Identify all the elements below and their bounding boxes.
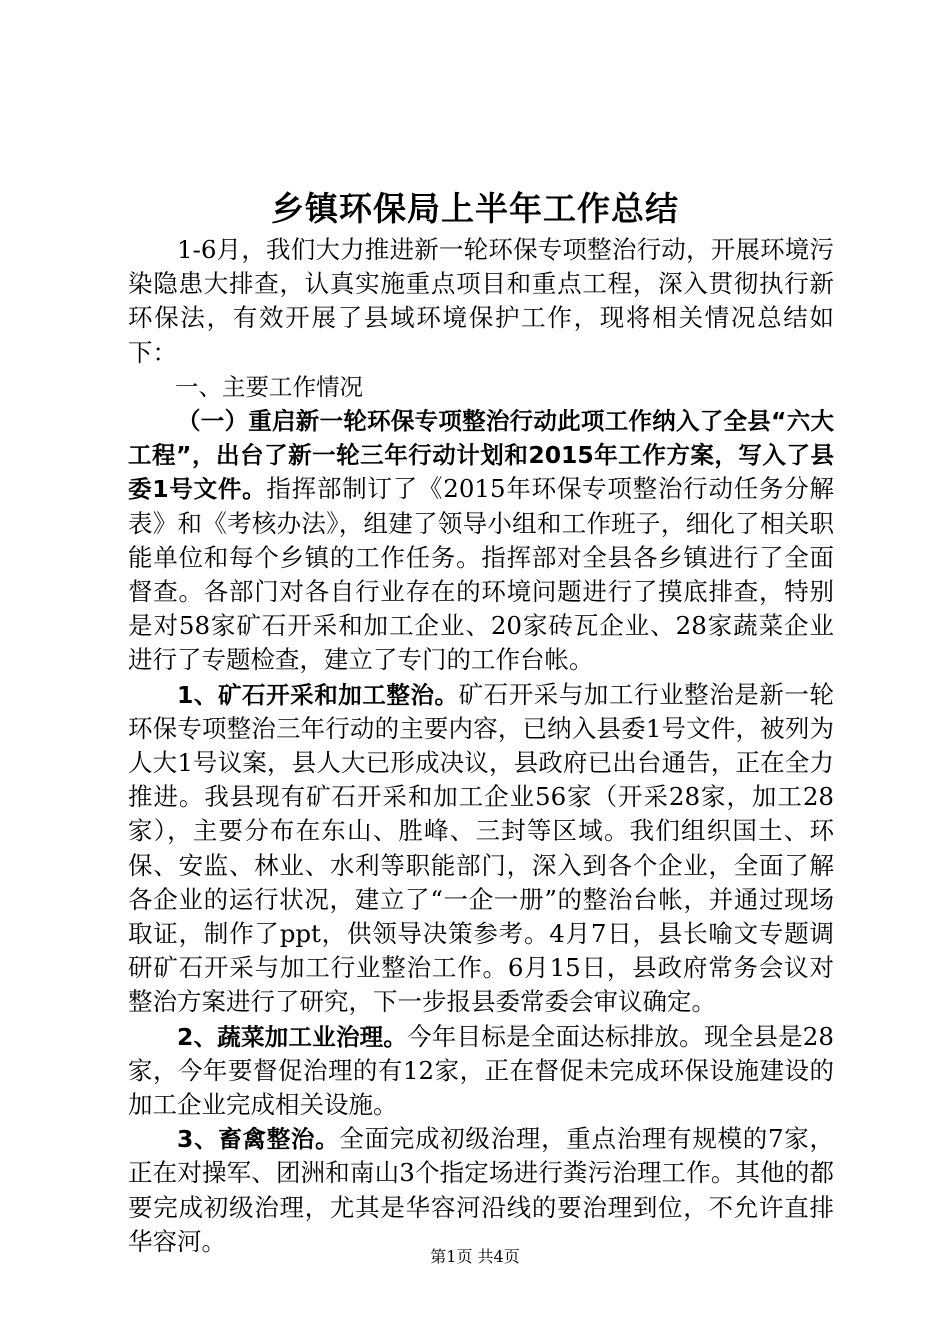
intro-paragraph: 1-6月，我们大力推进新一轮环保专项整治行动，开展环境污染隐患大排查，认真实施重点项目和重点工程，深入贯彻执行新环保法，有效开展了县域环境保护工作，现将相关情况总结如下： xyxy=(128,235,834,367)
item-heading-1: 1、矿石开采和加工整治。 xyxy=(177,680,459,709)
subsection-paragraph xyxy=(128,404,834,678)
item-paragraph-1 xyxy=(128,678,834,1020)
item-paragraph-2 xyxy=(128,1020,834,1123)
document-body xyxy=(128,233,834,1259)
subsection-heading: （一）重启新一轮环保专项整治行动此项工作纳入了全县“六大工程”，出台了新一轮三年行动计划和2015年工作方案，写入了县委1号文件。 xyxy=(128,407,834,504)
item-paragraph-3 xyxy=(128,1122,834,1259)
item-text-3: 全面完成初级治理，重点治理有规模的7家，正在对操军、团洲和南山3个指定场进行粪污治理工作。其他的都要完成初级治理，尤其是华容河沿线的要治理到位，不允许直排华容河。 xyxy=(128,1124,834,1256)
item-heading-3: 3、畜禽整治。 xyxy=(177,1125,340,1154)
document-title: 乡镇环保局上半年工作总结 xyxy=(271,189,679,228)
page-footer: 第1页 共4页 xyxy=(430,1247,520,1266)
item-heading-2: 2、蔬菜加工业治理。 xyxy=(177,1022,408,1051)
item-text-2: 今年目标是全面达标排放。现全县是28家，今年要督促治理的有12家，正在督促未完成环保设施建设的加工企业完成相关设施。 xyxy=(128,1021,834,1120)
item-text-1: 矿石开采与加工行业整治是新一轮环保专项整治三年行动的主要内容，已纳入县委1号文件，被列为人大1号议案，县人大已形成决议，县政府已出台通告，正在全力推进。我县现有矿石开采和加工企业56家（开采28家，加工28家），主要分布在东山、胜峰、三封等区域。我们组织国土、环保、安监、林业、水利等职能部门，深入到各个企业，全面了解各企业的运行状况，建立了“一企一册”的整治台帐，并通过现场取证，制作了ppt，供领导决策参考。4月7日，县长喻文专题调研矿石开采与加工行业整治工作。6月15日，县政府常务会议对整治方案进行了研究，下一步报县委常委会审议确定。 xyxy=(128,679,834,1017)
section-heading: 一、主要工作情况 xyxy=(175,372,363,401)
subsection-text: 指挥部制订了《2015年环保专项整治行动任务分解表》和《考核办法》，组建了领导小组和工作班子，细化了相关职能单位和每个乡镇的工作任务。指挥部对全县各乡镇进行了全面督查。各部门对各自行业存在的环境问题进行了摸底排查，特别是对58家矿石开采和加工企业、20家砖瓦企业、28家蔬菜企业进行了专题检查，建立了专门的工作台帐。 xyxy=(128,474,834,675)
